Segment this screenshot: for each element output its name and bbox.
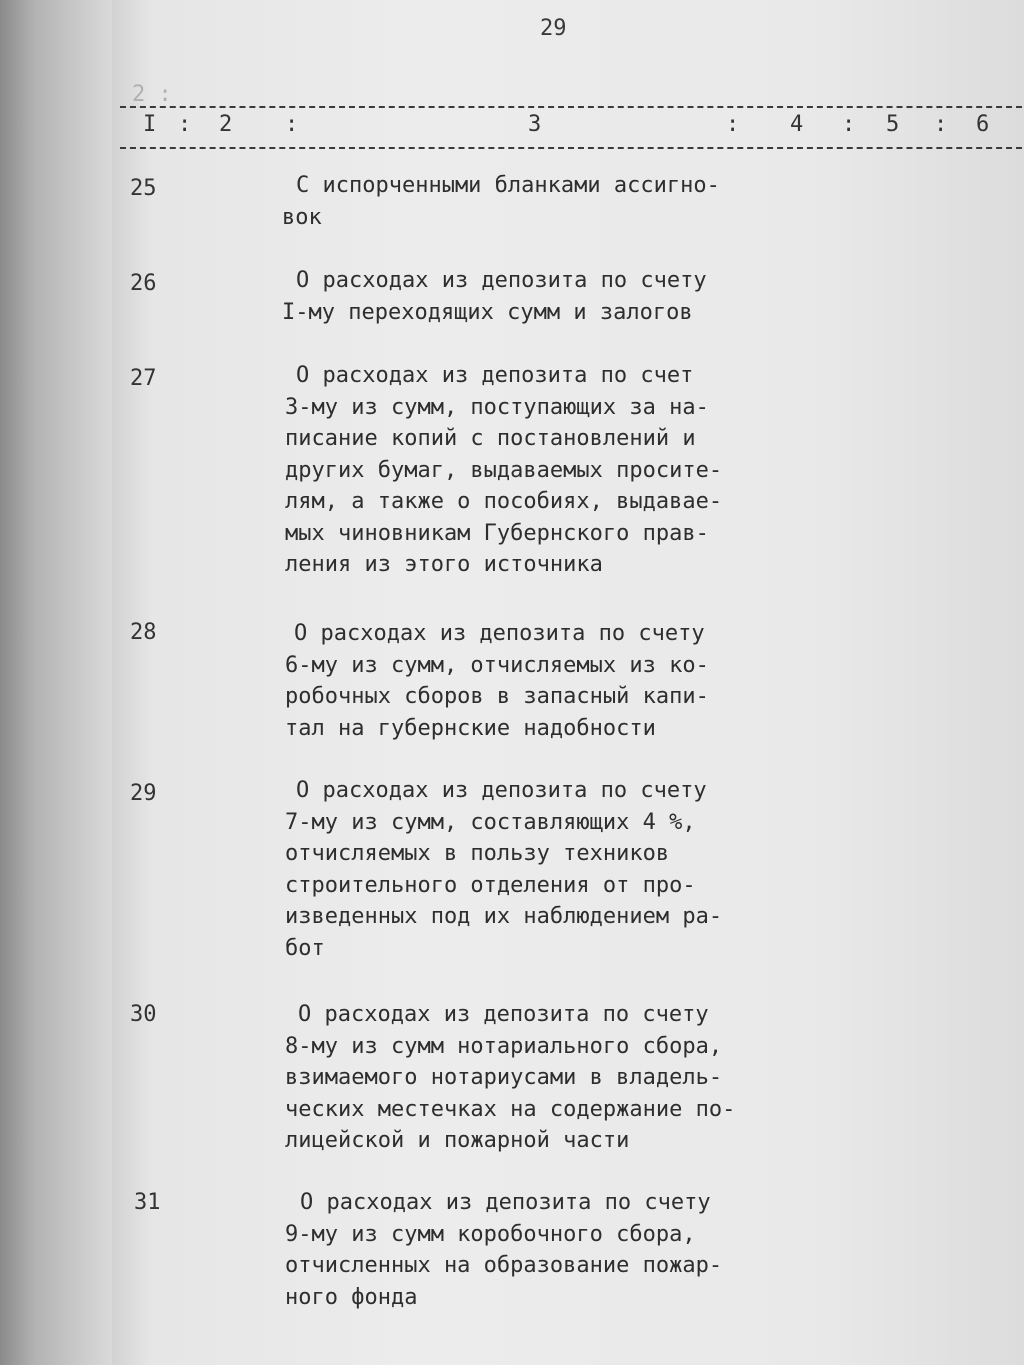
row-number: 30 <box>130 1002 157 1027</box>
row-description <box>285 360 755 581</box>
row-number: 26 <box>130 271 157 296</box>
row-line: взимаемого нотариусами в владель- <box>285 1065 723 1090</box>
row-line: вок <box>282 204 322 230</box>
row-line: тал на губернские надобности <box>285 715 656 741</box>
row-line: 8-му из сумм нотариального сбора, <box>285 1033 723 1059</box>
row-line: отчисляемых в пользу техников <box>285 841 670 866</box>
row-line: О расходах из депозита по счету <box>296 268 707 293</box>
row-line: 3-му из сумм, поступающих за на- <box>285 394 709 420</box>
bleed-through-mark: 2 : <box>132 82 172 107</box>
row-description <box>282 265 766 328</box>
header-rule-top <box>120 106 1022 108</box>
column-header-6: 6 <box>976 112 990 137</box>
row-line: строительного отделения от про- <box>285 872 696 898</box>
row-line: лицейской и пожарной части <box>285 1128 630 1153</box>
row-line: 9-му из сумм коробочного сбора, <box>285 1221 696 1247</box>
row-line: робочных сборов в запасный капи- <box>285 684 709 709</box>
column-header-2: 2 <box>219 112 233 137</box>
row-line: С испорченными бланками ассигно- <box>296 173 720 198</box>
row-line: I-му переходящих сумм и залогов <box>282 299 693 325</box>
row-line: писание копий с постановлений и <box>285 426 696 451</box>
row-line: О расходах из депозита по счет <box>296 363 694 388</box>
row-description <box>285 1187 755 1313</box>
row-line: О расходах из депозита по счету <box>294 621 705 646</box>
row-number: 28 <box>130 620 157 645</box>
column-header-3: 3 <box>528 112 542 137</box>
page-number: 29 <box>540 16 567 41</box>
row-line: ного фонда <box>285 1284 418 1310</box>
row-line: отчисленных на образование пожар- <box>285 1253 723 1278</box>
row-line: О расходах из депозита по счету <box>300 1190 711 1215</box>
row-line: О расходах из депозита по счету <box>298 1002 709 1027</box>
column-separator: : <box>726 112 740 137</box>
column-header-5: 5 <box>886 112 900 137</box>
row-number: 29 <box>130 781 157 806</box>
row-description <box>285 775 755 964</box>
header-rule-bottom <box>120 147 1022 149</box>
row-description <box>282 170 766 233</box>
binding-shadow <box>0 0 130 1365</box>
row-line: мых чиновникам Губернского прав- <box>285 520 709 546</box>
row-number: 31 <box>134 1190 161 1215</box>
row-line: бот <box>285 935 325 961</box>
row-line: 7-му из сумм, составляющих 4 %, <box>285 809 696 835</box>
column-separator: : <box>934 112 948 137</box>
row-line: ления из этого источника <box>285 552 603 577</box>
column-separator: : <box>178 112 192 137</box>
row-number: 27 <box>130 366 157 391</box>
row-line: лям, а также о пособиях, выдавае- <box>285 489 723 514</box>
row-number: 25 <box>130 176 157 201</box>
column-header-1: I <box>143 112 157 137</box>
column-separator: : <box>285 112 299 137</box>
row-line: других бумаг, выдаваемых просите- <box>285 457 723 483</box>
column-separator: : <box>842 112 856 137</box>
row-description <box>285 618 755 744</box>
row-line: О расходах из депозита по счету <box>296 778 707 803</box>
column-header-4: 4 <box>790 112 804 137</box>
row-line: ческих местечках на содержание по- <box>285 1096 736 1122</box>
row-line: 6-му из сумм, отчисляемых из ко- <box>285 652 709 678</box>
row-line: изведенных под их наблюдением ра- <box>285 904 723 929</box>
row-description <box>285 999 755 1157</box>
